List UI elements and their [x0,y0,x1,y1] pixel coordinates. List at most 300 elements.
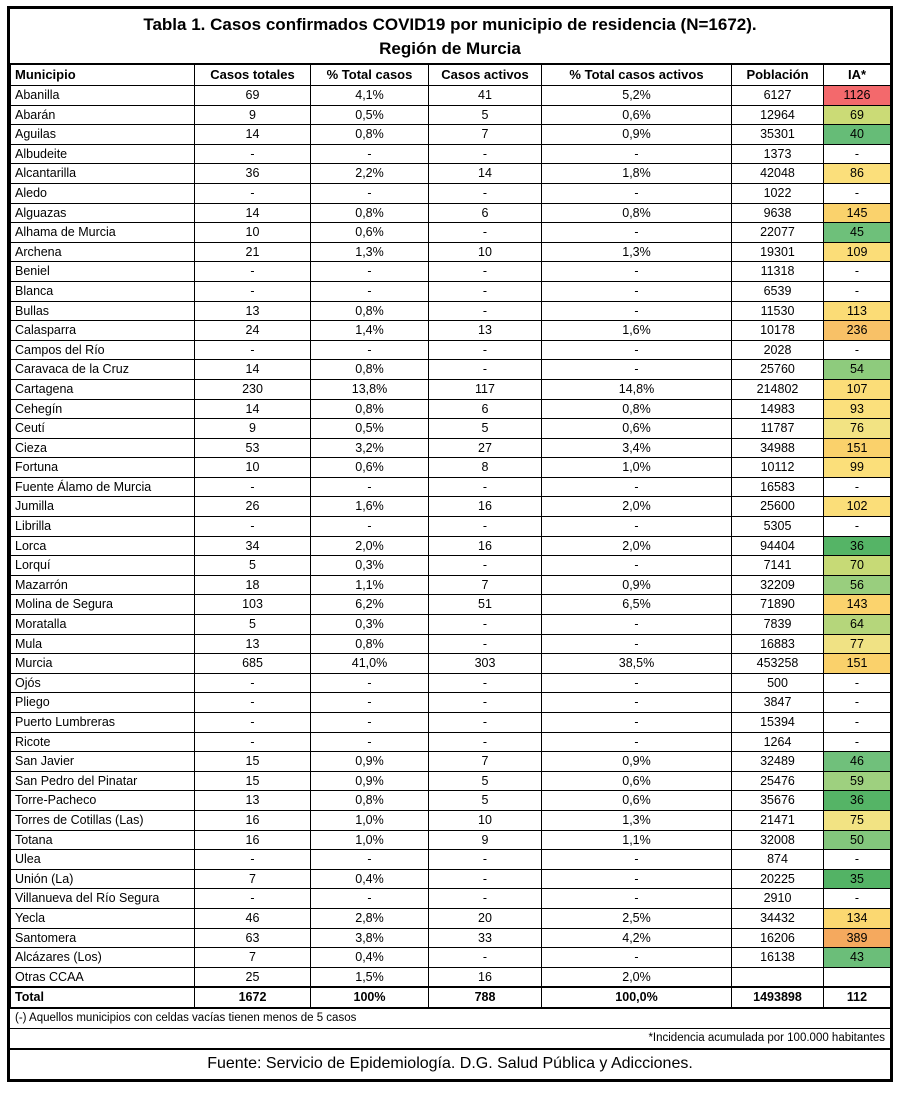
total-row [11,987,891,1007]
cell-municipio: Alcantarilla [11,164,195,184]
cell-pct-total-casos-activos: 0,9% [542,575,732,595]
cell-pct-total-casos: 0,6% [311,223,429,243]
col-header-poblacion: Población [732,65,824,86]
table-row [11,908,891,928]
cell-municipio: Aledo [11,183,195,203]
cell-poblacion: 25760 [732,360,824,380]
cell-casos-activos: 5 [429,105,542,125]
cell-ia: 75 [824,810,891,830]
cell-poblacion: 34988 [732,438,824,458]
cell-pct-total-casos: 6,2% [311,595,429,615]
cell-pct-total-casos: 13,8% [311,379,429,399]
cell-ia: 64 [824,615,891,635]
cell-municipio: Cieza [11,438,195,458]
table-row [11,536,891,556]
cell-casos-activos: - [429,144,542,164]
cell-poblacion: 1022 [732,183,824,203]
cell-casos-totales: - [195,340,311,360]
cell-pct-total-casos-activos: 6,5% [542,595,732,615]
cell-poblacion: 35301 [732,125,824,145]
cell-pct-total-casos-activos: - [542,301,732,321]
cell-casos-activos: 6 [429,203,542,223]
cell-pct-total-casos: 0,3% [311,556,429,576]
cell-pct-total-casos-activos: - [542,517,732,537]
cell-municipio: Caravaca de la Cruz [11,360,195,380]
cell-casos-totales: - [195,850,311,870]
cell-pct-total-casos-activos: 100,0% [542,987,732,1007]
cell-casos-activos: 7 [429,752,542,772]
cell-pct-total-casos: 1,1% [311,575,429,595]
cell-ia: 70 [824,556,891,576]
cell-pct-total-casos: - [311,262,429,282]
cell-poblacion: 42048 [732,164,824,184]
table-row [11,575,891,595]
col-header-pct-total-casos: % Total casos [311,65,429,86]
cell-pct-total-casos: - [311,889,429,909]
cell-municipio: Yecla [11,908,195,928]
cell-casos-totales: 10 [195,223,311,243]
cell-casos-totales: - [195,183,311,203]
cell-poblacion: 14983 [732,399,824,419]
cell-pct-total-casos-activos: 0,8% [542,203,732,223]
ia-footnote: *Incidencia acumulada por 100.000 habitantes [10,1028,890,1048]
cell-poblacion: 9638 [732,203,824,223]
table-row [11,967,891,987]
cell-poblacion: 11530 [732,301,824,321]
cell-poblacion: 16206 [732,928,824,948]
cell-pct-total-casos: - [311,673,429,693]
dash-footnote: (-) Aquellos municipios con celdas vacías tienen menos de 5 casos [10,1008,890,1028]
cell-pct-total-casos-activos: - [542,889,732,909]
cell-casos-totales: 9 [195,419,311,439]
cell-ia: 145 [824,203,891,223]
table-row [11,595,891,615]
cell-casos-totales: 5 [195,556,311,576]
cell-municipio: Campos del Río [11,340,195,360]
cell-pct-total-casos: 0,4% [311,948,429,968]
cell-ia: 102 [824,497,891,517]
cell-casos-activos: 16 [429,967,542,987]
cell-ia: - [824,144,891,164]
cell-ia: 107 [824,379,891,399]
table-row [11,889,891,909]
cell-poblacion: 7839 [732,615,824,635]
cell-pct-total-casos: - [311,340,429,360]
cell-pct-total-casos: 0,8% [311,360,429,380]
cell-municipio: Beniel [11,262,195,282]
cell-poblacion: 21471 [732,810,824,830]
cell-poblacion: 25476 [732,771,824,791]
table-row [11,360,891,380]
cell-casos-totales: 1672 [195,987,311,1007]
cell-casos-activos: - [429,340,542,360]
cell-pct-total-casos: 0,6% [311,458,429,478]
cell-ia [824,967,891,987]
cell-pct-total-casos-activos: 1,6% [542,321,732,341]
cell-pct-total-casos-activos: 0,6% [542,791,732,811]
cell-pct-total-casos-activos: - [542,360,732,380]
table-row [11,321,891,341]
cell-municipio: Ulea [11,850,195,870]
cell-pct-total-casos: 41,0% [311,654,429,674]
cell-poblacion: 10178 [732,321,824,341]
table-row [11,517,891,537]
cell-municipio: Fortuna [11,458,195,478]
cell-pct-total-casos: 0,8% [311,634,429,654]
cell-municipio: Torre-Pacheco [11,791,195,811]
cell-poblacion: 3847 [732,693,824,713]
cell-casos-totales: 14 [195,360,311,380]
cell-casos-activos: 117 [429,379,542,399]
table-row [11,771,891,791]
cell-municipio: Abarán [11,105,195,125]
cell-casos-totales: 46 [195,908,311,928]
cell-municipio: Alhama de Murcia [11,223,195,243]
cell-poblacion: 20225 [732,869,824,889]
cell-casos-totales: 13 [195,791,311,811]
table-row [11,830,891,850]
cell-pct-total-casos: 1,3% [311,242,429,262]
covid-cases-table [10,64,891,1008]
cell-pct-total-casos-activos: - [542,948,732,968]
cell-poblacion: 7141 [732,556,824,576]
table-row [11,399,891,419]
cell-municipio: Blanca [11,281,195,301]
cell-casos-activos: - [429,850,542,870]
table-row [11,458,891,478]
cell-casos-totales: 685 [195,654,311,674]
cell-pct-total-casos: 2,2% [311,164,429,184]
cell-pct-total-casos-activos: - [542,556,732,576]
cell-poblacion: 32489 [732,752,824,772]
table-row [11,86,891,106]
table-row [11,693,891,713]
cell-ia: - [824,281,891,301]
cell-municipio: Alguazas [11,203,195,223]
cell-casos-activos: - [429,281,542,301]
title-line-2: Región de Murcia [379,39,521,58]
cell-pct-total-casos-activos: - [542,223,732,243]
cell-casos-totales: 15 [195,771,311,791]
cell-casos-totales: 24 [195,321,311,341]
cell-municipio: Librilla [11,517,195,537]
cell-pct-total-casos: - [311,693,429,713]
table-row [11,713,891,733]
cell-pct-total-casos: 0,9% [311,752,429,772]
cell-casos-totales: - [195,889,311,909]
table-row [11,556,891,576]
cell-ia: 86 [824,164,891,184]
table-title [10,9,890,64]
cell-ia: 36 [824,791,891,811]
cell-poblacion: 16583 [732,477,824,497]
cell-pct-total-casos: - [311,144,429,164]
cell-municipio: Molina de Segura [11,595,195,615]
cell-ia: 236 [824,321,891,341]
cell-pct-total-casos: 0,8% [311,399,429,419]
cell-ia: 43 [824,948,891,968]
cell-casos-activos: 13 [429,321,542,341]
cell-pct-total-casos: 1,0% [311,830,429,850]
cell-pct-total-casos: 0,8% [311,125,429,145]
cell-municipio: San Pedro del Pinatar [11,771,195,791]
cell-pct-total-casos: - [311,732,429,752]
cell-pct-total-casos-activos: - [542,673,732,693]
cell-ia: - [824,183,891,203]
cell-ia: 69 [824,105,891,125]
cell-ia: 151 [824,654,891,674]
cell-casos-activos: 10 [429,810,542,830]
cell-pct-total-casos-activos: 1,1% [542,830,732,850]
cell-casos-activos: 788 [429,987,542,1007]
cell-casos-totales: 18 [195,575,311,595]
cell-pct-total-casos-activos: - [542,713,732,733]
table-row [11,223,891,243]
table-row [11,673,891,693]
cell-municipio: Torres de Cotillas (Las) [11,810,195,830]
cell-municipio: Pliego [11,693,195,713]
table-row [11,340,891,360]
cell-ia: 93 [824,399,891,419]
cell-pct-total-casos-activos: - [542,281,732,301]
cell-casos-totales: 63 [195,928,311,948]
cell-ia: 151 [824,438,891,458]
cell-casos-activos: - [429,673,542,693]
cell-poblacion: 71890 [732,595,824,615]
cell-municipio: Alcázares (Los) [11,948,195,968]
cell-poblacion: 2028 [732,340,824,360]
cell-poblacion: 1264 [732,732,824,752]
table-row [11,654,891,674]
cell-casos-activos: - [429,477,542,497]
cell-poblacion: 12964 [732,105,824,125]
cell-casos-activos: 7 [429,125,542,145]
cell-poblacion: 6539 [732,281,824,301]
cell-ia: 113 [824,301,891,321]
cell-municipio: Villanueva del Río Segura [11,889,195,909]
cell-pct-total-casos-activos: 1,3% [542,810,732,830]
cell-pct-total-casos-activos: 0,6% [542,105,732,125]
cell-municipio: Puerto Lumbreras [11,713,195,733]
cell-casos-totales: 14 [195,125,311,145]
cell-poblacion: 5305 [732,517,824,537]
cell-casos-activos: 16 [429,536,542,556]
cell-casos-activos: 27 [429,438,542,458]
cell-pct-total-casos-activos: - [542,615,732,635]
cell-casos-activos: - [429,948,542,968]
cell-poblacion: 19301 [732,242,824,262]
cell-pct-total-casos: 1,5% [311,967,429,987]
cell-poblacion: 11318 [732,262,824,282]
cell-pct-total-casos-activos: 38,5% [542,654,732,674]
table-row [11,634,891,654]
cell-poblacion [732,967,824,987]
cell-municipio: Mazarrón [11,575,195,595]
cell-ia: 76 [824,419,891,439]
cell-casos-activos: - [429,262,542,282]
cell-casos-totales: 15 [195,752,311,772]
cell-municipio: Mula [11,634,195,654]
cell-municipio: Jumilla [11,497,195,517]
cell-pct-total-casos-activos: 1,3% [542,242,732,262]
cell-casos-activos: 5 [429,771,542,791]
cell-pct-total-casos: 2,8% [311,908,429,928]
cell-poblacion: 94404 [732,536,824,556]
table-row [11,497,891,517]
cell-pct-total-casos: 0,9% [311,771,429,791]
table-row [11,242,891,262]
table-row [11,379,891,399]
cell-pct-total-casos: 0,4% [311,869,429,889]
cell-ia: - [824,477,891,497]
cell-casos-activos: 10 [429,242,542,262]
cell-pct-total-casos: - [311,183,429,203]
cell-municipio: Total [11,987,195,1007]
cell-pct-total-casos-activos: 1,8% [542,164,732,184]
col-header-casos-activos: Casos activos [429,65,542,86]
table-row [11,262,891,282]
cell-poblacion: 35676 [732,791,824,811]
cell-casos-totales: - [195,732,311,752]
cell-pct-total-casos-activos: 3,4% [542,438,732,458]
cell-casos-totales: - [195,281,311,301]
cell-casos-totales: 5 [195,615,311,635]
cell-ia: - [824,340,891,360]
cell-casos-activos: - [429,732,542,752]
cell-municipio: Murcia [11,654,195,674]
cell-pct-total-casos-activos: 5,2% [542,86,732,106]
cell-casos-activos: 7 [429,575,542,595]
cell-pct-total-casos: 0,3% [311,615,429,635]
cell-poblacion: 15394 [732,713,824,733]
cell-pct-total-casos-activos: 14,8% [542,379,732,399]
cell-poblacion: 25600 [732,497,824,517]
cell-casos-activos: 20 [429,908,542,928]
table-row [11,850,891,870]
cell-casos-totales: 53 [195,438,311,458]
cell-pct-total-casos: - [311,850,429,870]
cell-casos-activos: 16 [429,497,542,517]
cell-ia: 99 [824,458,891,478]
cell-casos-activos: - [429,889,542,909]
cell-ia: 143 [824,595,891,615]
cell-poblacion: 32008 [732,830,824,850]
cell-pct-total-casos: 1,0% [311,810,429,830]
cell-casos-totales: 21 [195,242,311,262]
cell-ia: 50 [824,830,891,850]
cell-ia: - [824,693,891,713]
header-row [11,65,891,86]
cell-poblacion: 16883 [732,634,824,654]
table-row [11,105,891,125]
cell-casos-activos: - [429,183,542,203]
cell-casos-totales: 10 [195,458,311,478]
source-footnote: Fuente: Servicio de Epidemiología. D.G. Salud Pública y Adicciones. [10,1048,890,1079]
cell-casos-totales: 69 [195,86,311,106]
table-row [11,791,891,811]
cell-ia: - [824,517,891,537]
cell-ia: 40 [824,125,891,145]
cell-casos-activos: 9 [429,830,542,850]
table-row [11,810,891,830]
cell-pct-total-casos-activos: - [542,340,732,360]
cell-pct-total-casos-activos: 2,0% [542,536,732,556]
cell-poblacion: 2910 [732,889,824,909]
cell-ia: 112 [824,987,891,1007]
table-row [11,732,891,752]
cell-casos-totales: - [195,477,311,497]
cell-casos-totales: - [195,693,311,713]
cell-poblacion: 500 [732,673,824,693]
cell-casos-activos: - [429,615,542,635]
cell-pct-total-casos-activos: - [542,850,732,870]
cell-ia: 77 [824,634,891,654]
cell-ia: 54 [824,360,891,380]
cell-municipio: Santomera [11,928,195,948]
cell-pct-total-casos-activos: - [542,262,732,282]
table-row [11,948,891,968]
cell-pct-total-casos-activos: - [542,869,732,889]
title-line-1: Tabla 1. Casos confirmados COVID19 por municipio de residencia (N=1672). [143,15,757,34]
cell-pct-total-casos-activos: 2,0% [542,967,732,987]
cell-pct-total-casos-activos: - [542,144,732,164]
table-row [11,615,891,635]
cell-casos-totales: 14 [195,203,311,223]
cell-ia: 134 [824,908,891,928]
cell-pct-total-casos: - [311,477,429,497]
cell-municipio: Archena [11,242,195,262]
cell-pct-total-casos: 3,2% [311,438,429,458]
cell-poblacion: 10112 [732,458,824,478]
cell-pct-total-casos: 1,6% [311,497,429,517]
cell-municipio: Lorca [11,536,195,556]
cell-casos-totales: 13 [195,634,311,654]
cell-municipio: Otras CCAA [11,967,195,987]
cell-municipio: Moratalla [11,615,195,635]
cell-casos-activos: 51 [429,595,542,615]
table-row [11,183,891,203]
cell-casos-activos: 303 [429,654,542,674]
cell-poblacion: 32209 [732,575,824,595]
cell-casos-totales: 14 [195,399,311,419]
col-header-ia: IA* [824,65,891,86]
cell-ia: 46 [824,752,891,772]
cell-pct-total-casos: 0,8% [311,203,429,223]
cell-municipio: Abanilla [11,86,195,106]
cell-poblacion: 34432 [732,908,824,928]
cell-ia: 35 [824,869,891,889]
cell-pct-total-casos-activos: 0,9% [542,752,732,772]
report-table-sheet [7,6,893,1082]
cell-poblacion: 453258 [732,654,824,674]
cell-casos-totales: - [195,262,311,282]
cell-casos-totales: 13 [195,301,311,321]
cell-casos-activos: - [429,634,542,654]
cell-pct-total-casos: 3,8% [311,928,429,948]
cell-municipio: Aguilas [11,125,195,145]
cell-pct-total-casos-activos: - [542,477,732,497]
cell-pct-total-casos-activos: 0,6% [542,771,732,791]
cell-pct-total-casos: 2,0% [311,536,429,556]
cell-pct-total-casos: - [311,713,429,733]
cell-municipio: Totana [11,830,195,850]
table-row [11,928,891,948]
col-header-municipio: Municipio [11,65,195,86]
cell-casos-totales: 16 [195,810,311,830]
cell-casos-activos: - [429,556,542,576]
cell-municipio: Calasparra [11,321,195,341]
cell-casos-totales: 36 [195,164,311,184]
